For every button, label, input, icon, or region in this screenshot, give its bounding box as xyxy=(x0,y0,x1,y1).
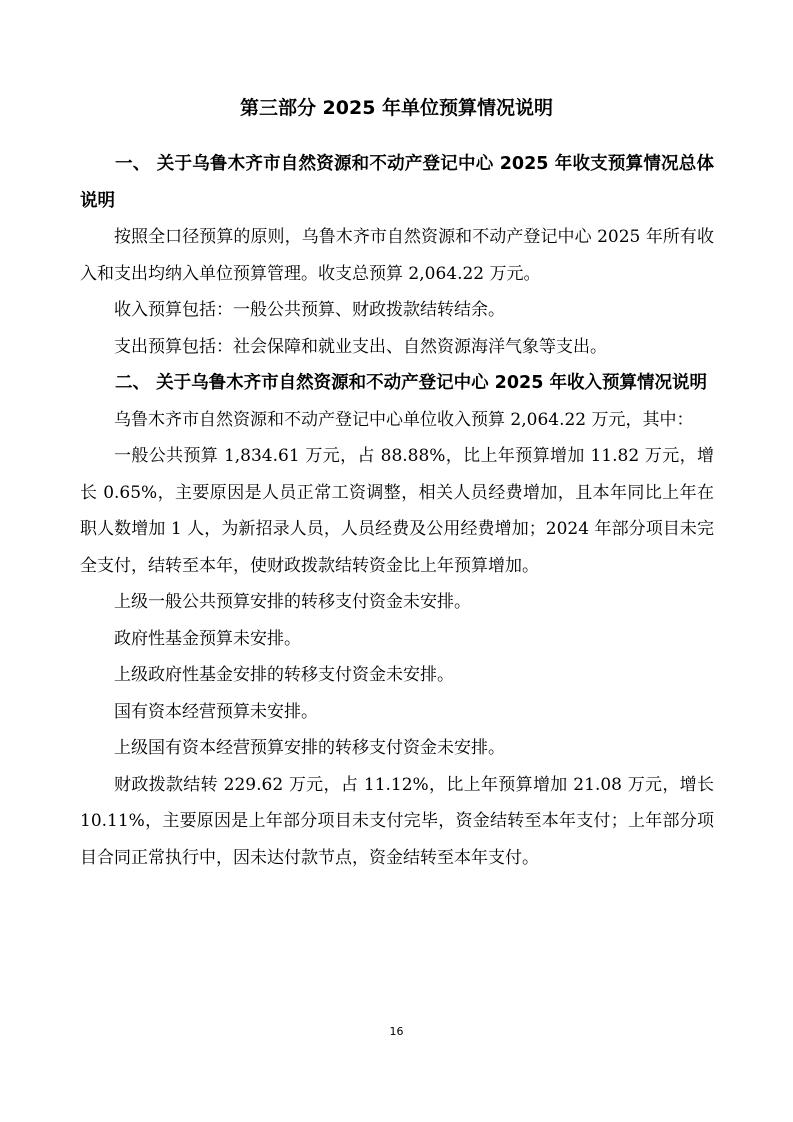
page-title: 第三部分 2025 年单位预算情况说明 xyxy=(239,97,554,119)
section-1-paragraph-1: 按照全口径预算的原则，乌鲁木齐市自然资源和不动产登记中心 2025 年所有收入和支出均纳入单位预算管理。收支总预算 2,064.22 万元。 xyxy=(80,227,714,284)
section-1-paragraph-3: 支出预算包括：社会保障和就业支出、自然资源海洋气象等支出。 xyxy=(114,336,607,357)
section-2-paragraph-4: 政府性基金预算未安排。 xyxy=(114,628,301,649)
section-1-paragraph-2: 收入预算包括：一般公共预算、财政拨款结转结余。 xyxy=(114,300,505,320)
section-2-paragraph-7: 上级国有资本经营预算安排的转移支付资金未安排。 xyxy=(114,738,505,758)
section-2-paragraph-6: 国有资本经营预算未安排。 xyxy=(114,701,318,722)
section-2-paragraph-8: 财政拨款结转 229.62 万元，占 11.12%，比上年预算增加 21.08 万元，增长 10.11%，主要原因是上年部分项目未支付完毕，资金结转至本年支付；上年部分项目合同正常执行中，因未达付款节点，资金结转至本年支付。 xyxy=(80,774,714,868)
section-1-heading: 一、 关于乌鲁木齐市自然资源和不动产登记中心 2025 年收支预算情况总体说明 xyxy=(80,154,714,211)
document-body xyxy=(80,146,714,876)
section-2-paragraph-2: 一般公共预算 1,834.61 万元，占 88.88%，比上年预算增加 11.82 万元，增长 0.65%，主要原因是人员正常工资调整，相关人员经费增加，且本年同比上年在职人数增加 1 人，为新招录人员，人员经费及公用经费增加；2024 年部分项目未完全支付，结转至本年，使财政拨款结转资金比上年预算增加。 xyxy=(80,446,714,576)
section-2-paragraph-3: 上级一般公共预算安排的转移支付资金未安排。 xyxy=(114,592,471,612)
page-number: 16 xyxy=(389,1025,404,1038)
section-2-heading: 二、 关于乌鲁木齐市自然资源和不动产登记中心 2025 年收入预算情况说明 xyxy=(115,373,707,393)
section-2-paragraph-5: 上级政府性基金安排的转移支付资金未安排。 xyxy=(114,665,454,685)
section-2-paragraph-1: 乌鲁木齐市自然资源和不动产登记中心单位收入预算 2,064.22 万元，其中： xyxy=(114,409,694,430)
